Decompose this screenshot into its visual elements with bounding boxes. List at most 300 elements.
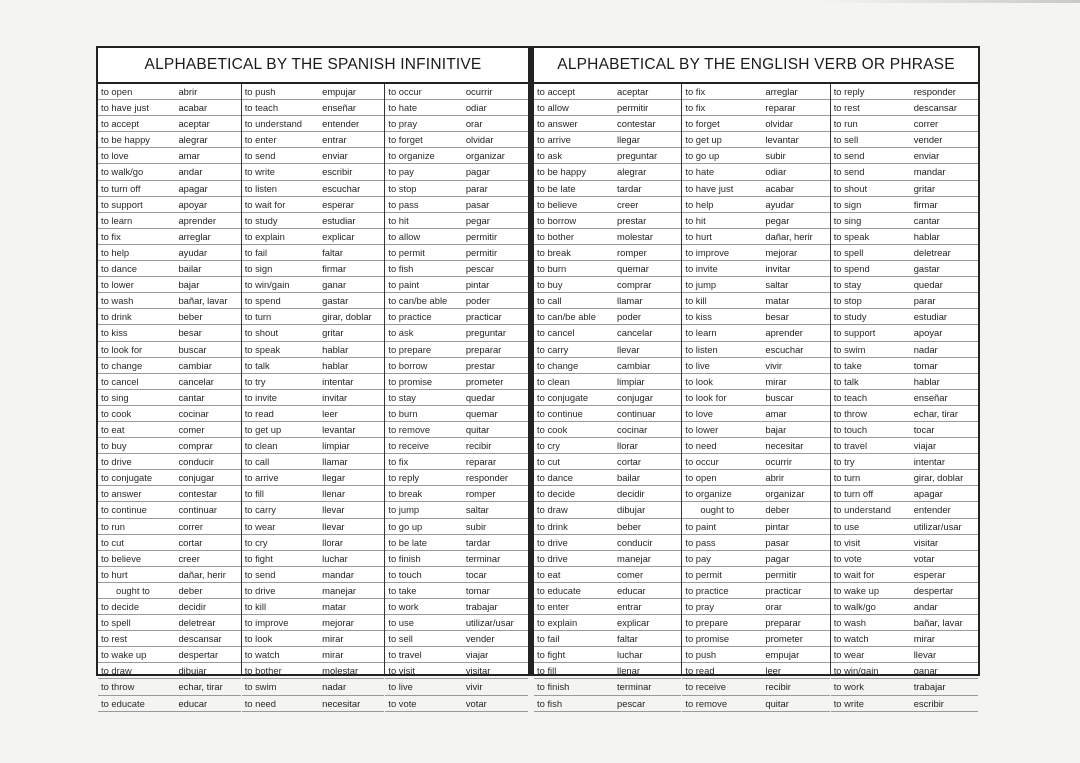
spanish-verb: vender bbox=[913, 134, 943, 146]
table-row bbox=[831, 358, 978, 374]
english-verb: to arrive bbox=[537, 134, 571, 146]
table-row bbox=[682, 374, 829, 390]
english-verb: to push bbox=[244, 86, 276, 97]
english-verb: to remove bbox=[388, 423, 431, 435]
spanish-verb: subir bbox=[465, 520, 487, 532]
spanish-verb: llevar bbox=[322, 504, 345, 516]
table-row bbox=[98, 132, 241, 148]
spanish-verb: necesitar bbox=[322, 697, 361, 709]
english-verb: to borrow bbox=[537, 214, 577, 226]
english-verb: to vote bbox=[833, 552, 862, 564]
table-row bbox=[385, 599, 528, 615]
english-verb: to throw bbox=[101, 681, 135, 693]
table-row bbox=[831, 245, 978, 261]
spanish-verb: romper bbox=[617, 246, 647, 258]
english-verb: to open bbox=[685, 472, 717, 484]
table-row bbox=[242, 342, 385, 358]
table-row bbox=[682, 583, 829, 599]
english-verb: to cancel bbox=[101, 375, 139, 387]
table-row bbox=[534, 663, 681, 679]
table-row bbox=[98, 277, 241, 293]
english-verb: to change bbox=[101, 359, 143, 371]
spanish-verb: decidir bbox=[617, 488, 645, 500]
english-verb: ought to bbox=[700, 504, 735, 516]
spanish-verb: tocar bbox=[913, 423, 935, 435]
table-row bbox=[534, 454, 681, 470]
spanish-verb: llevar bbox=[322, 520, 345, 532]
english-verb: to listen bbox=[685, 343, 718, 355]
spanish-verb: pescar bbox=[465, 263, 494, 275]
english-verb: to cry bbox=[537, 440, 560, 452]
table-row bbox=[831, 197, 978, 213]
english-verb: to wait for bbox=[833, 568, 875, 580]
english-verb: to have just bbox=[101, 102, 149, 114]
english-verb: to hate bbox=[685, 166, 715, 178]
spanish-verb: girar, doblar bbox=[913, 472, 964, 484]
spanish-verb: luchar bbox=[322, 552, 348, 564]
table-row bbox=[534, 358, 681, 374]
table-row bbox=[534, 551, 681, 567]
english-verb: to listen bbox=[244, 182, 277, 194]
spanish-verb: esperar bbox=[913, 568, 946, 580]
english-verb: to rest bbox=[101, 633, 128, 645]
table-row bbox=[682, 277, 829, 293]
table-row bbox=[682, 213, 829, 229]
spanish-verb: bañar, lavar bbox=[178, 295, 228, 307]
spanish-verb: pegar bbox=[765, 214, 790, 226]
english-verb: to organize bbox=[388, 150, 435, 162]
table-row bbox=[98, 470, 241, 486]
table-row bbox=[682, 229, 829, 245]
spanish-verb: gastar bbox=[913, 263, 940, 275]
english-verb: to permit bbox=[685, 568, 722, 580]
spanish-verb: permitir bbox=[465, 246, 498, 258]
table-row bbox=[98, 615, 241, 631]
english-verb: to fix bbox=[685, 86, 706, 97]
table-row bbox=[831, 293, 978, 309]
spanish-verb: luchar bbox=[617, 649, 643, 661]
spanish-verb: cancelar bbox=[178, 375, 214, 387]
english-column-2 bbox=[682, 84, 830, 709]
table-row bbox=[831, 132, 978, 148]
spanish-verb: preguntar bbox=[617, 150, 658, 162]
spanish-verb: reparar bbox=[465, 456, 497, 468]
english-verb: to conjugate bbox=[101, 472, 153, 484]
english-verb: to win/gain bbox=[833, 665, 879, 677]
english-column-3 bbox=[831, 84, 978, 709]
table-row bbox=[831, 325, 978, 341]
english-verb: to call bbox=[244, 456, 270, 468]
spanish-verb: abrir bbox=[765, 472, 785, 484]
spanish-verb: comprar bbox=[617, 279, 652, 291]
table-row bbox=[98, 486, 241, 502]
spanish-verb: hablar bbox=[322, 359, 349, 371]
table-row bbox=[385, 261, 528, 277]
table-row bbox=[534, 293, 681, 309]
english-verb: to spell bbox=[833, 246, 864, 258]
english-verb: to finish bbox=[537, 681, 570, 693]
table-row bbox=[242, 84, 385, 100]
table-row bbox=[98, 164, 241, 180]
table-row bbox=[534, 213, 681, 229]
english-verb: to allow bbox=[537, 102, 569, 114]
spanish-verb: cocinar bbox=[617, 423, 648, 435]
spanish-verb: pagar bbox=[765, 552, 790, 564]
spanish-verb: quitar bbox=[765, 697, 789, 709]
table-row bbox=[98, 325, 241, 341]
table-row bbox=[682, 454, 829, 470]
table-row bbox=[831, 567, 978, 583]
english-verb: to try bbox=[833, 456, 855, 468]
english-verb: to open bbox=[101, 86, 133, 97]
table-row bbox=[242, 293, 385, 309]
table-row bbox=[242, 116, 385, 132]
spanish-verb: orar bbox=[765, 601, 783, 612]
spanish-verb: preparar bbox=[465, 343, 502, 355]
english-verb: to need bbox=[244, 697, 276, 709]
english-verb: to watch bbox=[833, 633, 869, 645]
english-verb: to talk bbox=[244, 359, 270, 371]
english-verb: to pray bbox=[685, 601, 715, 612]
english-verb: to help bbox=[685, 198, 714, 210]
table-row bbox=[534, 325, 681, 341]
table-row bbox=[682, 615, 829, 631]
table-row bbox=[385, 116, 528, 132]
spanish-verb: descansar bbox=[178, 633, 222, 645]
table-row bbox=[534, 502, 681, 518]
spanish-verb: dañar, herir bbox=[765, 230, 813, 242]
english-verb: to talk bbox=[833, 375, 859, 387]
spanish-verb: abrir bbox=[178, 86, 198, 97]
english-verb: to look bbox=[685, 375, 713, 387]
english-verb: to prepare bbox=[685, 617, 729, 629]
table-row bbox=[385, 84, 528, 100]
table-row bbox=[385, 631, 528, 647]
spanish-verb: odiar bbox=[765, 166, 787, 178]
table-row bbox=[385, 454, 528, 470]
english-verb: to educate bbox=[101, 697, 145, 709]
english-verb: to carry bbox=[244, 504, 276, 516]
english-verb: to fish bbox=[537, 697, 563, 709]
spanish-verb: tardar bbox=[465, 536, 491, 548]
english-verb: to pass bbox=[685, 536, 716, 548]
spanish-verb: nadar bbox=[913, 343, 938, 355]
english-verb: to answer bbox=[101, 488, 142, 500]
english-verb: to enter bbox=[244, 134, 277, 146]
english-verb: ought to bbox=[116, 584, 150, 596]
english-verb: to pay bbox=[388, 166, 414, 178]
spanish-verb: pintar bbox=[465, 279, 490, 291]
english-verb: to help bbox=[101, 246, 130, 258]
english-verb: to kiss bbox=[101, 327, 128, 339]
spanish-verb: beber bbox=[178, 311, 203, 323]
english-verb: to push bbox=[685, 649, 717, 661]
spanish-verb: bailar bbox=[617, 472, 640, 484]
table-row bbox=[385, 148, 528, 164]
english-verb: to stop bbox=[388, 182, 417, 194]
spanish-verb: buscar bbox=[178, 343, 207, 355]
spanish-verb: llenar bbox=[322, 488, 346, 500]
table-row bbox=[682, 599, 829, 615]
spanish-verb: trabajar bbox=[913, 681, 946, 693]
english-verb: to fill bbox=[537, 665, 557, 677]
spanish-verb: mirar bbox=[322, 649, 344, 661]
spanish-verb: utilizar/usar bbox=[913, 520, 962, 532]
spanish-verb: quedar bbox=[465, 391, 496, 403]
table-row bbox=[98, 213, 241, 229]
table-row bbox=[385, 486, 528, 502]
spanish-verb: cancelar bbox=[617, 327, 653, 339]
spanish-verb: explicar bbox=[322, 230, 355, 242]
spanish-verb: viajar bbox=[465, 649, 489, 661]
english-verb: to buy bbox=[101, 440, 127, 452]
spanish-verb: contestar bbox=[617, 118, 656, 130]
english-verb: to wake up bbox=[833, 584, 880, 596]
spanish-verb: arreglar bbox=[178, 230, 211, 242]
table-row bbox=[534, 261, 681, 277]
spanish-verb: llevar bbox=[913, 649, 937, 661]
spanish-verb: responder bbox=[913, 86, 956, 97]
table-row bbox=[385, 615, 528, 631]
english-verb: to can/be able bbox=[388, 295, 448, 307]
english-verb: to organize bbox=[685, 488, 732, 500]
english-verb: to receive bbox=[388, 440, 430, 452]
english-verb: to try bbox=[244, 375, 266, 387]
spanish-verb: odiar bbox=[465, 102, 487, 114]
table-row bbox=[385, 342, 528, 358]
spanish-verb: dibujar bbox=[617, 504, 646, 516]
english-verb: to walk/go bbox=[833, 601, 876, 612]
english-verb: to drive bbox=[244, 584, 276, 596]
english-verb: to run bbox=[101, 520, 125, 532]
spanish-verb: ganar bbox=[322, 279, 347, 291]
table-row bbox=[98, 309, 241, 325]
english-verb: to get up bbox=[244, 423, 282, 435]
table-row bbox=[242, 551, 385, 567]
spanish-verb: practicar bbox=[465, 311, 502, 323]
english-verb: to paint bbox=[685, 520, 717, 532]
spanish-verb: cambiar bbox=[617, 359, 651, 371]
spanish-verb: deber bbox=[178, 584, 203, 596]
spanish-verb: ayudar bbox=[178, 246, 208, 258]
table-row bbox=[385, 438, 528, 454]
table-row bbox=[385, 132, 528, 148]
table-row bbox=[385, 535, 528, 551]
spanish-verb: continuar bbox=[178, 504, 218, 516]
spanish-verb: mejorar bbox=[765, 246, 798, 258]
table-row bbox=[242, 567, 385, 583]
english-verb: to cook bbox=[537, 423, 568, 435]
table-row bbox=[682, 84, 829, 100]
english-verb: to continue bbox=[101, 504, 147, 516]
english-verb: to support bbox=[833, 327, 876, 339]
spanish-verb: prometer bbox=[765, 633, 803, 645]
english-column-1 bbox=[534, 84, 682, 709]
spanish-verb: saltar bbox=[465, 504, 489, 516]
spanish-verb: mandar bbox=[913, 166, 946, 178]
spanish-verb: creer bbox=[617, 198, 639, 210]
table-row bbox=[98, 116, 241, 132]
spanish-verb: limpiar bbox=[617, 375, 645, 387]
spanish-verb: enviar bbox=[913, 150, 940, 162]
english-verb: to remove bbox=[685, 697, 728, 709]
spanish-verb: leer bbox=[322, 407, 338, 419]
english-verb: to vote bbox=[388, 697, 417, 709]
spanish-verb: limpiar bbox=[322, 440, 350, 452]
spanish-verb: votar bbox=[913, 552, 935, 564]
spanish-verb: escuchar bbox=[765, 343, 804, 355]
english-verb: to spell bbox=[101, 617, 131, 629]
table-row bbox=[98, 293, 241, 309]
spanish-verb: educar bbox=[178, 697, 208, 709]
spanish-verb: besar bbox=[765, 311, 789, 323]
spanish-verb: alegrar bbox=[617, 166, 647, 178]
table-row bbox=[682, 164, 829, 180]
spanish-verb: comer bbox=[617, 568, 644, 580]
spanish-verb: ocurrir bbox=[765, 456, 792, 468]
spanish-verb: permitir bbox=[765, 568, 797, 580]
table-row bbox=[831, 502, 978, 518]
table-row bbox=[98, 100, 241, 116]
table-row bbox=[242, 502, 385, 518]
table-row bbox=[682, 197, 829, 213]
spanish-verb: aceptar bbox=[178, 118, 210, 130]
english-verb: to look for bbox=[685, 391, 727, 403]
table-row bbox=[98, 84, 241, 100]
english-verb: to lower bbox=[101, 279, 134, 291]
spanish-verb: llegar bbox=[617, 134, 640, 146]
spanish-verb: tomar bbox=[465, 584, 490, 596]
spanish-column-1 bbox=[98, 84, 242, 709]
english-verb: to work bbox=[833, 681, 864, 693]
spanish-verb: entender bbox=[322, 118, 360, 130]
spanish-verb: acabar bbox=[765, 182, 795, 194]
spanish-verb: besar bbox=[178, 327, 202, 339]
english-verb: to borrow bbox=[388, 359, 428, 371]
spanish-verb: faltar bbox=[322, 246, 343, 258]
spanish-verb: gastar bbox=[322, 295, 349, 307]
spanish-verb: cortar bbox=[617, 456, 642, 468]
table-row bbox=[385, 696, 528, 712]
spanish-verb: educar bbox=[617, 584, 646, 596]
table-row bbox=[98, 679, 241, 695]
english-verb: to believe bbox=[537, 198, 578, 210]
english-verb: to rest bbox=[833, 102, 860, 114]
table-row bbox=[682, 342, 829, 358]
spanish-verb: comer bbox=[178, 423, 205, 435]
spanish-verb: dibujar bbox=[178, 665, 207, 677]
english-verb: to believe bbox=[101, 552, 142, 564]
table-row bbox=[682, 486, 829, 502]
spanish-verb: poder bbox=[617, 311, 642, 323]
table-row bbox=[534, 84, 681, 100]
spanish-verb: hablar bbox=[913, 375, 940, 387]
table-row bbox=[831, 406, 978, 422]
english-verb: to run bbox=[833, 118, 858, 130]
spanish-infinitive-table bbox=[98, 48, 530, 709]
english-verb: to write bbox=[244, 166, 275, 178]
table-row bbox=[98, 390, 241, 406]
english-verb: to drive bbox=[537, 552, 568, 564]
english-verb: to go up bbox=[685, 150, 720, 162]
table-row bbox=[242, 696, 385, 712]
spanish-verb: bailar bbox=[178, 263, 202, 275]
spanish-verb: cortar bbox=[178, 536, 203, 548]
spanish-verb: correr bbox=[913, 118, 939, 130]
table-row bbox=[242, 519, 385, 535]
table-row bbox=[534, 309, 681, 325]
english-verb: to occur bbox=[685, 456, 719, 468]
spanish-verb: trabajar bbox=[465, 601, 498, 612]
spanish-verb: llamar bbox=[617, 295, 643, 307]
table-row bbox=[831, 229, 978, 245]
table-row bbox=[534, 679, 681, 695]
spanish-verb: estudiar bbox=[913, 311, 948, 323]
spanish-verb: cantar bbox=[913, 214, 940, 226]
table-row bbox=[534, 438, 681, 454]
table-row bbox=[831, 647, 978, 663]
english-verb: to cancel bbox=[537, 327, 575, 339]
english-verb: to shout bbox=[244, 327, 279, 339]
english-verb: to clean bbox=[537, 375, 570, 387]
english-verb: to accept bbox=[537, 86, 576, 97]
spanish-verb: pasar bbox=[465, 198, 490, 210]
spanish-verb: tocar bbox=[465, 568, 487, 580]
english-verb: to be happy bbox=[101, 134, 150, 146]
spanish-verb: olvidar bbox=[765, 118, 793, 130]
table-row bbox=[534, 181, 681, 197]
spanish-verb: viajar bbox=[913, 440, 937, 452]
english-verb: to draw bbox=[537, 504, 568, 516]
table-row bbox=[385, 390, 528, 406]
english-verb: to swim bbox=[833, 343, 866, 355]
english-verb: to look bbox=[244, 633, 273, 645]
spanish-verb: terminar bbox=[617, 681, 652, 693]
english-verb: to bother bbox=[244, 665, 282, 677]
english-verb: to forget bbox=[388, 134, 423, 146]
english-verb: to spend bbox=[244, 295, 281, 307]
english-verb: to shout bbox=[833, 182, 868, 194]
english-verb: to go up bbox=[388, 520, 423, 532]
table-row bbox=[385, 358, 528, 374]
spanish-verb: conjugar bbox=[617, 391, 654, 403]
english-verb: to learn bbox=[685, 327, 717, 339]
english-verb: to teach bbox=[244, 102, 279, 114]
table-row bbox=[242, 358, 385, 374]
spanish-verb: quemar bbox=[617, 263, 649, 275]
spanish-verb: aceptar bbox=[617, 86, 649, 97]
spanish-verb: llenar bbox=[617, 665, 640, 677]
spanish-verb: conjugar bbox=[178, 472, 215, 484]
spanish-verb: preparar bbox=[765, 617, 801, 629]
english-verb: to permit bbox=[388, 246, 425, 258]
english-verb: to throw bbox=[833, 407, 868, 419]
english-verb: to invite bbox=[685, 263, 718, 275]
spanish-verb: dañar, herir bbox=[178, 568, 226, 580]
english-verb: to visit bbox=[388, 665, 415, 677]
spanish-verb: pasar bbox=[765, 536, 789, 548]
english-verb: to change bbox=[537, 359, 579, 371]
spanish-verb: mejorar bbox=[322, 617, 354, 629]
spanish-verb: amar bbox=[178, 150, 200, 162]
table-row bbox=[242, 615, 385, 631]
table-row bbox=[682, 470, 829, 486]
table-row bbox=[242, 148, 385, 164]
english-verb: to forget bbox=[685, 118, 720, 130]
table-row bbox=[98, 245, 241, 261]
table-row bbox=[242, 663, 385, 679]
english-verb: to promise bbox=[388, 375, 433, 387]
